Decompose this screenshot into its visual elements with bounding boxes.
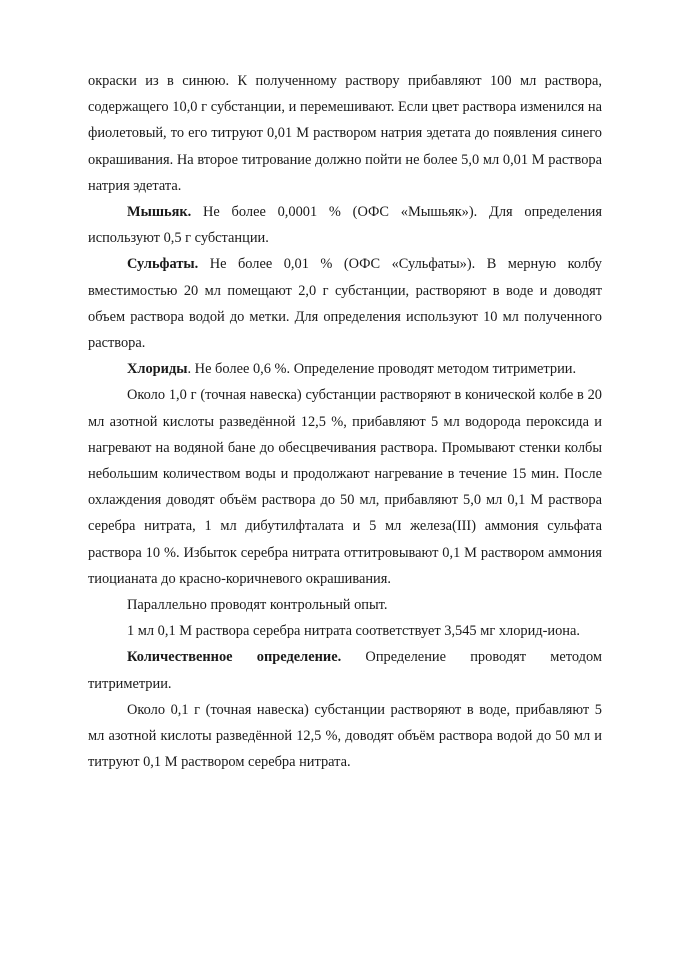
paragraph-text: Параллельно проводят контрольный опыт. <box>127 597 388 614</box>
paragraph-chlorides <box>88 356 602 382</box>
section-heading-assay: Количественное определение. <box>127 649 342 666</box>
section-heading-arsenic: Мышьяк. <box>127 204 192 221</box>
section-heading-sulfates: Сульфаты. <box>127 256 199 273</box>
paragraph-text: Около 0,1 г (точная навеска) субстанции растворяют в воде, прибавляют 5 мл азотной кислоты разведённой 12,5 %, доводят объём раствора водой до 50 мл и титруют 0,1 М раствором серебра нитрата. <box>88 701 602 771</box>
paragraph-text: 1 мл 0,1 М раствора серебра нитрата соответствует 3,545 мг хлорид-иона. <box>127 623 580 640</box>
paragraph-assay <box>88 644 602 696</box>
paragraph-text: окраски из в синюю. К полученному раствору прибавляют 100 мл раствора, содержащего 10,0 г субстанции, и перемешивают. Если цвет раствора изменился на фиолетовый, то его титруют 0,01 М раствором натрия эдетата до появления синего окрашивания. На второе титрование должно пойти не более 5,0 мл 0,01 М раствора натрия эдетата. <box>88 73 602 194</box>
paragraph-chloride-equivalent <box>88 618 602 644</box>
document-page <box>88 68 602 775</box>
paragraph-text: Не более 0,0001 % (ОФС «Мышьяк»). Для определения используют 0,5 г субстанции. <box>88 204 602 247</box>
paragraph-assay-procedure <box>88 697 602 776</box>
paragraph-chlorides-procedure <box>88 382 602 592</box>
paragraph-iron-titration <box>88 68 602 199</box>
paragraph-text: Определение проводят методом титриметрии. <box>88 649 603 692</box>
paragraph-text: . Не более 0,6 %. Определение проводят методом титриметрии. <box>187 361 577 378</box>
paragraph-text: Не более 0,01 % (ОФС «Сульфаты»). В мерную колбу вместимостью 20 мл помещают 2,0 г субстанции, растворяют в воде и доводят объем раствора водой до метки. Для определения используют 10 мл полученного раствора. <box>88 256 602 352</box>
paragraph-text: Около 1,0 г (точная навеска) субстанции растворяют в конической колбе в 20 мл азотной кислоты разведённой 12,5 %, прибавляют 5 мл водорода пероксида и нагревают на водяной бане до обесцвечивания раствора. Промывают стенки колбы небольшим количеством воды и продолжают нагревание в течение 15 мин. После охлаждения доводят объём раствора до 50 мл, прибавляют 5,0 мл 0,1 М раствора серебра нитрата, 1 мл дибутилфталата и 5 мл железа(III) аммония сульфата раствора 10 %. Избыток серебра нитрата оттитровывают 0,1 М раствором аммония тиоцианата до красно-коричневого окрашивания. <box>88 387 602 587</box>
section-heading-chlorides: Хлориды <box>127 361 188 378</box>
paragraph-arsenic <box>88 199 602 251</box>
paragraph-sulfates <box>88 251 602 356</box>
paragraph-control-experiment <box>88 592 602 618</box>
